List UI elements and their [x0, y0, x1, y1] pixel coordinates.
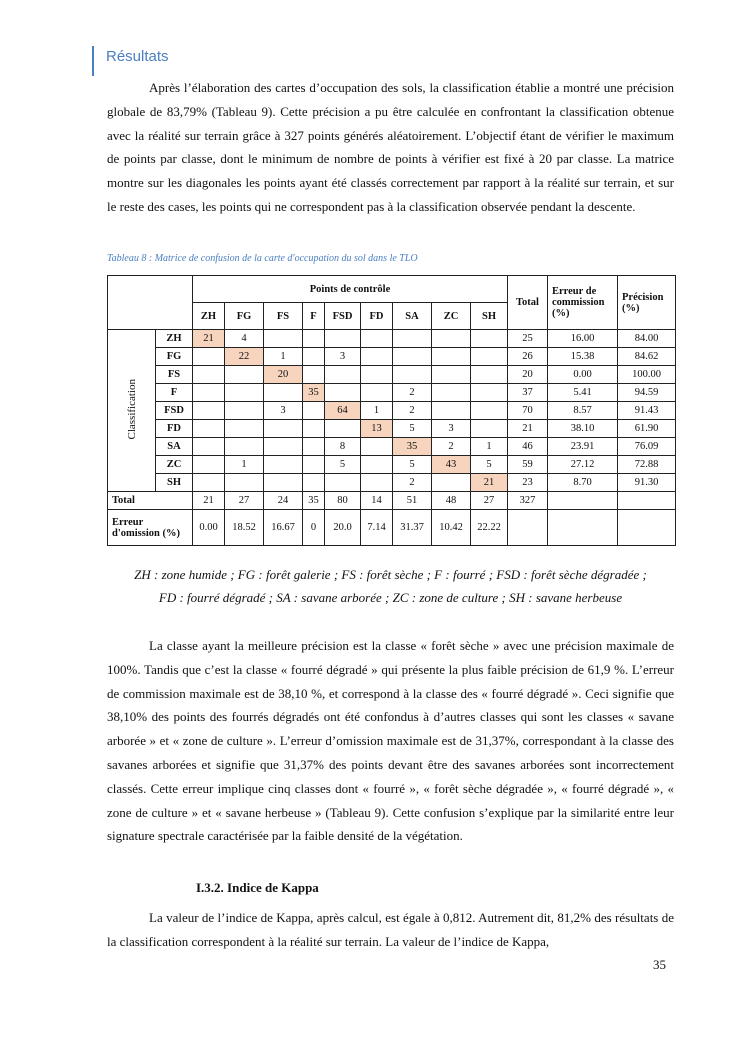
table-row [108, 402, 676, 420]
diagonal-cell: 43 [432, 456, 471, 474]
row-label: ZC [156, 456, 193, 474]
legend-line-1: ZH : zone humide ; FG : forêt galerie ; FS : forêt sèche ; F : fourré ; FSD : forêt sèche dégradée ; [134, 567, 647, 582]
matrix-cell: 8 [325, 438, 361, 456]
matrix-cell [471, 402, 508, 420]
paragraph-precision-analysis [107, 634, 674, 848]
matrix-cell [432, 366, 471, 384]
matrix-cell [193, 474, 225, 492]
paragraph-text: Après l’élaboration des cartes d’occupation des sols, la classification établie a montré une précision globale de 83,79% (Tableau 9). Cette précision a pu être calculée en confrontant la classification obtenue avec la réalité sur terrain grâce à 327 points générés aléatoirement. L’objectif étant de vérifier le maximum de points par classe, dont le minimum de nombre de points à vérifier est fixé à 20 par classe. La matrice montre sur les diagonales les points ayant été classés correctement par rapport à la réalité sur terrain, et sur le reste des cases, les points qui ne correspondent pas à la classification observée pendant la descente. [107, 80, 674, 214]
matrix-cell: 5 [393, 420, 432, 438]
table-row [108, 456, 676, 474]
matrix-cell [471, 420, 508, 438]
row-total-cell: 37 [508, 384, 548, 402]
matrix-cell [193, 384, 225, 402]
matrix-cell: 2 [393, 384, 432, 402]
empty-cell [548, 510, 618, 546]
column-header-fs: FS [264, 303, 303, 330]
matrix-cell [361, 348, 393, 366]
row-label: ZH [156, 330, 193, 348]
table-caption: Tableau 8 : Matrice de confusion de la carte d'occupation du sol dans le TLO [107, 253, 418, 264]
matrix-cell [303, 330, 325, 348]
matrix-cell [303, 420, 325, 438]
row-label: FD [156, 420, 193, 438]
matrix-cell: 5 [471, 456, 508, 474]
corner-cell [108, 276, 193, 330]
matrix-cell [264, 474, 303, 492]
row-total-cell: 23 [508, 474, 548, 492]
matrix-cell: 1 [361, 402, 393, 420]
matrix-cell: 5 [393, 456, 432, 474]
omission-cell: 10.42 [432, 510, 471, 546]
matrix-cell [361, 474, 393, 492]
column-total-cell: 21 [193, 492, 225, 510]
matrix-cell [303, 366, 325, 384]
precision-cell: 91.30 [618, 474, 676, 492]
column-header-sh: SH [471, 303, 508, 330]
matrix-cell [393, 348, 432, 366]
matrix-cell [432, 348, 471, 366]
matrix-cell [225, 402, 264, 420]
row-label: SA [156, 438, 193, 456]
diagonal-cell: 21 [471, 474, 508, 492]
omission-cell: 0.00 [193, 510, 225, 546]
omission-cell: 22.22 [471, 510, 508, 546]
table-row [108, 384, 676, 402]
matrix-cell [432, 330, 471, 348]
total-row [108, 492, 676, 510]
matrix-cell: 2 [393, 474, 432, 492]
table-row [108, 420, 676, 438]
matrix-cell [325, 384, 361, 402]
omission-cell: 20.0 [325, 510, 361, 546]
matrix-cell [225, 438, 264, 456]
omission-cell: 7.14 [361, 510, 393, 546]
omission-row [108, 510, 676, 546]
precision-cell: 91.43 [618, 402, 676, 420]
matrix-cell [193, 402, 225, 420]
matrix-cell [225, 474, 264, 492]
matrix-cell [193, 348, 225, 366]
row-total-cell: 59 [508, 456, 548, 474]
header-title: Résultats [106, 48, 169, 65]
omission-cell: 0 [303, 510, 325, 546]
row-label: F [156, 384, 193, 402]
table-row [108, 474, 676, 492]
empty-cell [618, 510, 676, 546]
matrix-cell [303, 402, 325, 420]
matrix-cell [225, 366, 264, 384]
empty-cell [508, 510, 548, 546]
matrix-cell: 1 [264, 348, 303, 366]
grand-total-cell: 327 [508, 492, 548, 510]
column-header-zc: ZC [432, 303, 471, 330]
matrix-cell [325, 474, 361, 492]
commission-header: Erreur de commission (%) [548, 276, 618, 330]
precision-cell: 84.00 [618, 330, 676, 348]
matrix-cell [432, 402, 471, 420]
diagonal-cell: 21 [193, 330, 225, 348]
precision-cell: 94.59 [618, 384, 676, 402]
commission-cell: 0.00 [548, 366, 618, 384]
paragraph-text: La valeur de l’indice de Kappa, après calcul, est égale à 0,812. Autrement dit, 81,2% des résultats de la classification correspondent à la réalité sur terrain. La valeur de l’indice de Kappa, [107, 910, 674, 949]
matrix-cell [471, 384, 508, 402]
matrix-cell: 3 [264, 402, 303, 420]
matrix-cell: 2 [432, 438, 471, 456]
table-row [108, 438, 676, 456]
row-label: SH [156, 474, 193, 492]
matrix-cell: 2 [393, 402, 432, 420]
matrix-cell [393, 330, 432, 348]
page-number: 35 [653, 957, 666, 972]
row-label: FG [156, 348, 193, 366]
precision-cell: 61.90 [618, 420, 676, 438]
matrix-cell [225, 384, 264, 402]
matrix-cell [264, 330, 303, 348]
empty-cell [618, 492, 676, 510]
legend-line-2: FD : fourré dégradé ; SA : savane arborée ; ZC : zone de culture ; SH : savane herbeuse [158, 590, 623, 605]
matrix-cell [471, 330, 508, 348]
matrix-cell [325, 366, 361, 384]
commission-cell: 5.41 [548, 384, 618, 402]
precision-cell: 84.62 [618, 348, 676, 366]
matrix-cell [361, 384, 393, 402]
classification-label-cell [108, 330, 156, 492]
precision-cell: 76.09 [618, 438, 676, 456]
table-row [108, 330, 676, 348]
column-header-fsd: FSD [325, 303, 361, 330]
control-points-header: Points de contrôle [193, 276, 508, 303]
commission-cell: 16.00 [548, 330, 618, 348]
paragraph-results-intro [107, 76, 674, 219]
column-header-f: F [303, 303, 325, 330]
omission-cell: 18.52 [225, 510, 264, 546]
omission-row-label: Erreur d'omission (%) [108, 510, 193, 546]
matrix-cell [193, 420, 225, 438]
omission-cell: 31.37 [393, 510, 432, 546]
commission-cell: 38.10 [548, 420, 618, 438]
empty-cell [548, 492, 618, 510]
column-total-cell: 14 [361, 492, 393, 510]
matrix-cell: 4 [225, 330, 264, 348]
column-total-cell: 51 [393, 492, 432, 510]
total-header: Total [508, 276, 548, 330]
paragraph-kappa [107, 906, 674, 954]
diagonal-cell: 22 [225, 348, 264, 366]
column-total-cell: 48 [432, 492, 471, 510]
diagonal-cell: 64 [325, 402, 361, 420]
matrix-cell [193, 438, 225, 456]
diagonal-cell: 20 [264, 366, 303, 384]
matrix-cell [264, 384, 303, 402]
row-label: FSD [156, 402, 193, 420]
row-label: FS [156, 366, 193, 384]
table-row [108, 348, 676, 366]
header-accent-bar [92, 46, 94, 76]
commission-cell: 23.91 [548, 438, 618, 456]
matrix-cell [303, 438, 325, 456]
total-row-label: Total [108, 492, 193, 510]
matrix-cell [393, 366, 432, 384]
matrix-cell [361, 456, 393, 474]
matrix-cell: 3 [432, 420, 471, 438]
matrix-cell [303, 456, 325, 474]
matrix-cell [325, 420, 361, 438]
column-total-cell: 27 [471, 492, 508, 510]
commission-cell: 8.70 [548, 474, 618, 492]
matrix-cell [193, 366, 225, 384]
matrix-cell [361, 438, 393, 456]
matrix-cell [432, 474, 471, 492]
precision-cell: 100.00 [618, 366, 676, 384]
commission-cell: 8.57 [548, 402, 618, 420]
commission-cell: 27.12 [548, 456, 618, 474]
classification-label: Classification [125, 378, 138, 440]
matrix-cell [264, 420, 303, 438]
precision-cell: 72.88 [618, 456, 676, 474]
matrix-cell: 3 [325, 348, 361, 366]
section-heading: I.3.2. Indice de Kappa [196, 880, 319, 895]
row-total-cell: 70 [508, 402, 548, 420]
matrix-cell [471, 366, 508, 384]
precision-header: Précision (%) [618, 276, 676, 330]
row-total-cell: 46 [508, 438, 548, 456]
paragraph-text: La classe ayant la meilleure précision est la classe « forêt sèche » avec une précision maximale de 100%. Tandis que c’est la classe « fourré dégradé » qui présente la plus faible précision de 61,9 %. L’erreur de commission maximale est de 38,10 %, et correspond à la classe des « fourré dégradé ». Ceci signifie que 38,10% des points des fourrés dégradés ont été confondus à d’autres classes qui sont les classes « savane arborée » et « zone de culture ». L’erreur d’omission maximale est de 31,37%, correspondant à la classe des savanes arborées et signifie que 31,37% des points devant être des savanes arborées sont incorrectement classés. Cette erreur implique cinq classes dont « fourré », « forêt sèche dégradée », « fourré dégradé », « zone de culture » et « savane herbeuse » (Tableau 9). Cette confusion s’explique par la similarité entre leur signature spectrale caractérisée par la faible densité de la végétation. [107, 638, 674, 844]
matrix-cell [471, 348, 508, 366]
table-row [108, 366, 676, 384]
matrix-cell [325, 330, 361, 348]
column-header-fg: FG [225, 303, 264, 330]
column-header-sa: SA [393, 303, 432, 330]
diagonal-cell: 35 [393, 438, 432, 456]
omission-cell: 16.67 [264, 510, 303, 546]
matrix-cell [361, 330, 393, 348]
column-total-cell: 80 [325, 492, 361, 510]
matrix-cell [303, 474, 325, 492]
diagonal-cell: 13 [361, 420, 393, 438]
row-total-cell: 25 [508, 330, 548, 348]
row-total-cell: 20 [508, 366, 548, 384]
column-total-cell: 35 [303, 492, 325, 510]
column-total-cell: 27 [225, 492, 264, 510]
row-total-cell: 26 [508, 348, 548, 366]
matrix-cell [303, 348, 325, 366]
column-total-cell: 24 [264, 492, 303, 510]
matrix-cell: 1 [225, 456, 264, 474]
matrix-cell [264, 438, 303, 456]
matrix-cell: 1 [471, 438, 508, 456]
confusion-matrix-table [107, 275, 676, 546]
matrix-cell [193, 456, 225, 474]
row-total-cell: 21 [508, 420, 548, 438]
diagonal-cell: 35 [303, 384, 325, 402]
column-header-fd: FD [361, 303, 393, 330]
matrix-cell: 5 [325, 456, 361, 474]
matrix-cell [361, 366, 393, 384]
commission-cell: 15.38 [548, 348, 618, 366]
matrix-cell [264, 456, 303, 474]
matrix-cell [432, 384, 471, 402]
column-header-zh: ZH [193, 303, 225, 330]
matrix-cell [225, 420, 264, 438]
